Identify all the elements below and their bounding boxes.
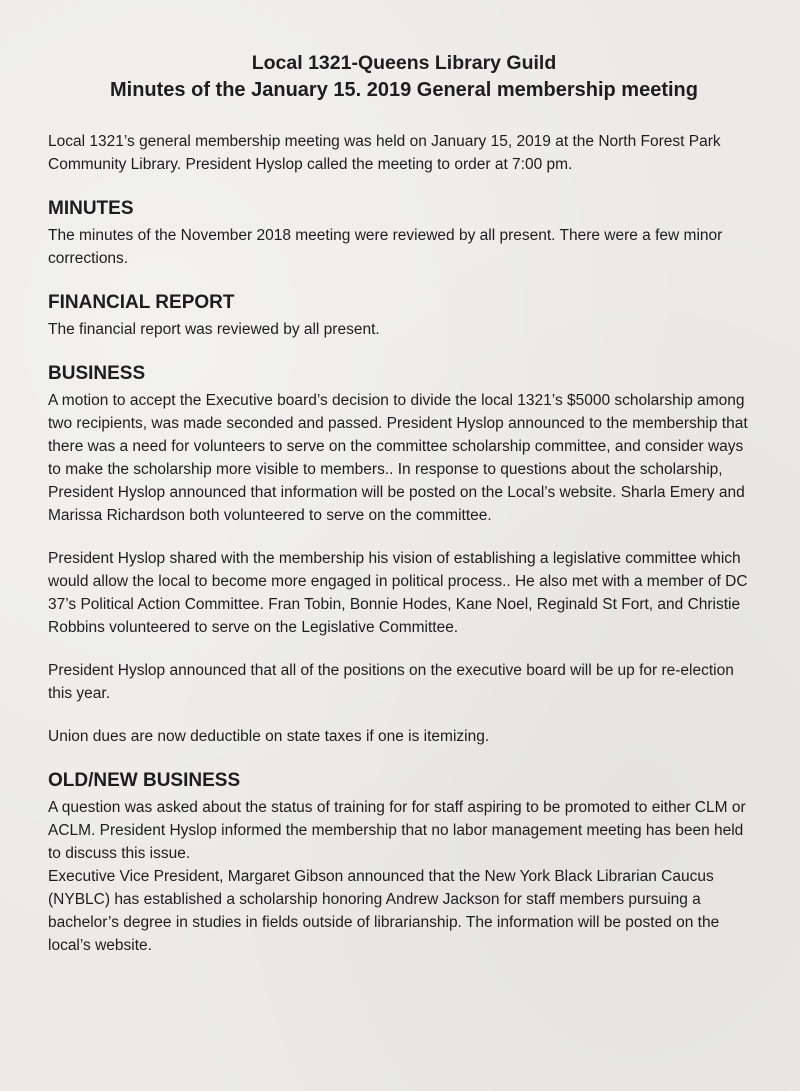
section-business: [48, 361, 760, 748]
section-paragraph: A question was asked about the status of training for for staff aspiring to be promoted to either CLM or ACLM. President Hyslop informed the membership that no labor management meeting has been held to discuss this issue.: [48, 799, 746, 862]
section-old-new-business: [48, 768, 760, 957]
document-header: [48, 50, 760, 104]
section-heading: BUSINESS: [48, 363, 146, 384]
section-financial-report: [48, 290, 760, 341]
section-paragraph: Union dues are now deductible on state taxes if one is itemizing.: [48, 728, 490, 745]
section-heading: MINUTES: [48, 198, 134, 219]
intro-paragraph: Local 1321’s general membership meeting was held on January 15, 2019 at the North Forest Park Community Library. President Hyslop called the meeting to order at 7:00 pm.: [48, 133, 721, 173]
section-paragraph: The minutes of the November 2018 meeting were reviewed by all present. There were a few minor corrections.: [48, 227, 723, 267]
document-title: Local 1321-Queens Library Guild: [251, 52, 557, 74]
section-paragraph: President Hyslop shared with the membership his vision of establishing a legislative committee which would allow the local to become more engaged in political process.. He also met with a member of DC 37’s Political Action Committee. Fran Tobin, Bonnie Hodes, Kane Noel, Reginald St Fort, and Christie Robbins volunteered to serve on the Legislative Committee.: [48, 550, 748, 636]
section-heading: OLD/NEW BUSINESS: [48, 770, 241, 791]
section-paragraph: Executive Vice President, Margaret Gibson announced that the New York Black Librarian Caucus (NYBLC) has established a scholarship honoring Andrew Jackson for staff members pursuing a bachelor’s degree in studies in fields outside of librarianship. The information will be posted on the local’s website.: [48, 868, 720, 954]
section-paragraph: A motion to accept the Executive board’s decision to divide the local 1321’s $5000 scholarship among two recipients, was made seconded and passed. President Hyslop announced to the membership that there was a need for volunteers to serve on the committee scholarship committee, and consider ways to make the scholarship more visible to members.. In response to questions about the scholarship, President Hyslop announced that information will be posted on the Local’s website. Sharla Emery and Marissa Richardson both volunteered to serve on the committee.: [48, 392, 748, 524]
document-subtitle: Minutes of the January 15. 2019 General membership meeting: [110, 79, 698, 101]
section-paragraph: The financial report was reviewed by all present.: [48, 321, 380, 338]
section-minutes: [48, 196, 760, 270]
section-paragraph: President Hyslop announced that all of the positions on the executive board will be up for re-election this year.: [48, 662, 734, 702]
section-heading: FINANCIAL REPORT: [48, 292, 235, 313]
